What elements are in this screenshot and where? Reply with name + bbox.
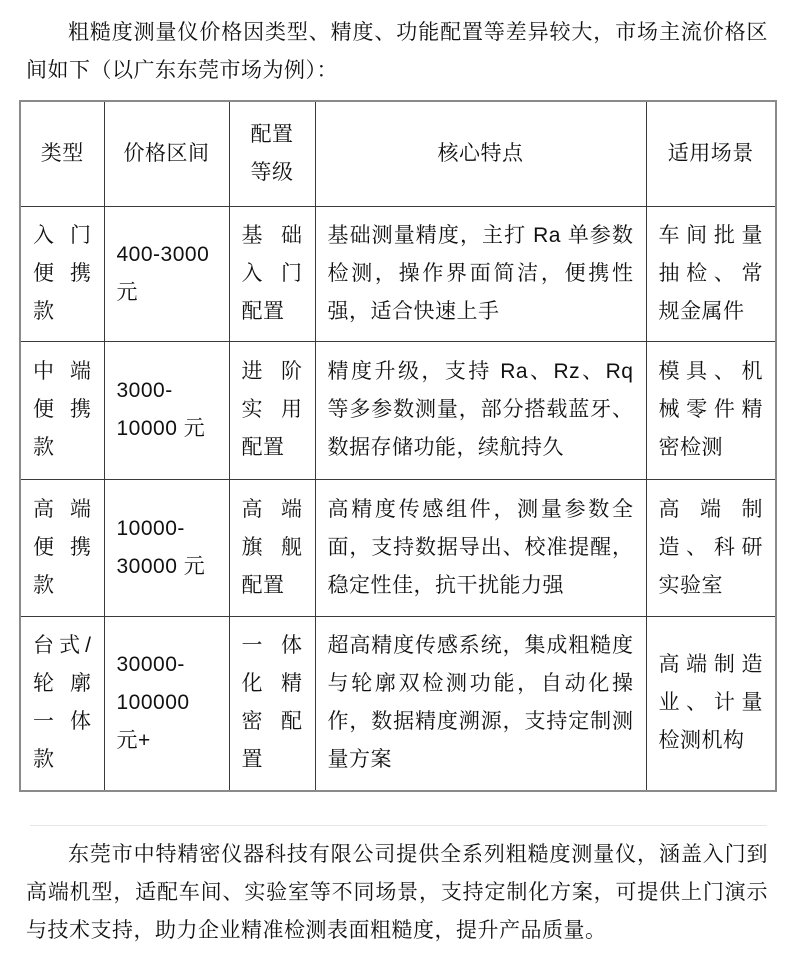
header-price-range: 价格区间	[104, 101, 229, 206]
cell-core-features: 高精度传感组件，测量参数全面，支持数据导出、校准提醒，稳定性佳，抗干扰能力强	[315, 479, 646, 616]
table-row	[20, 616, 776, 791]
table-row	[20, 341, 776, 479]
cell-core-features: 基础测量精度，主打 Ra 单参数检测，操作界面简洁，便携性强，适合快速上手	[315, 206, 646, 341]
table-row	[20, 479, 776, 616]
table-row	[20, 206, 776, 341]
cell-price-range: 10000-30000 元	[104, 479, 229, 616]
cell-config-level: 进阶实用配置	[229, 341, 315, 479]
cell-type: 入门便携款	[20, 206, 104, 341]
cell-core-features: 超高精度传感系统，集成粗糙度与轮廓双检测功能，自动化操作，数据精度溯源，支持定制测量方案	[315, 616, 646, 791]
header-type: 类型	[20, 101, 104, 206]
cell-config-level: 高端旗舰配置	[229, 479, 315, 616]
cell-scenarios: 高端制造业、计量检测机构	[646, 616, 776, 791]
cell-price-range: 30000-100000 元+	[104, 616, 229, 791]
section-divider	[30, 825, 767, 826]
header-config-level: 配置等级	[229, 101, 315, 206]
cell-config-level: 基础入门配置	[229, 206, 315, 341]
header-scenarios: 适用场景	[646, 101, 776, 206]
cell-price-range: 400-3000 元	[104, 206, 229, 341]
intro-paragraph: 粗糙度测量仪价格因类型、精度、功能配置等差异较大，市场主流价格区间如下（以广东东莞市场为例）：	[26, 21, 768, 82]
cell-scenarios: 车间批量抽检、常规金属件	[646, 206, 776, 341]
cell-price-range: 3000-10000 元	[104, 341, 229, 479]
cell-scenarios: 模具、机械零件精密检测	[646, 341, 776, 479]
header-core-features: 核心特点	[315, 101, 646, 206]
cell-core-features: 精度升级，支持 Ra、Rz、Rq 等多参数测量，部分搭载蓝牙、数据存储功能，续航持久	[315, 341, 646, 479]
document-page	[0, 14, 791, 950]
table-header-row	[20, 101, 776, 206]
cell-type: 中端便携款	[20, 341, 104, 479]
cell-type: 台式/轮廓一体款	[20, 616, 104, 791]
cell-type: 高端便携款	[20, 479, 104, 616]
cell-config-level: 一体化精密配置	[229, 616, 315, 791]
cell-scenarios: 高端制造、科研实验室	[646, 479, 776, 616]
footer-paragraph: 东莞市中特精密仪器科技有限公司提供全系列粗糙度测量仪，涵盖入门到高端机型，适配车间、实验室等不同场景，支持定制化方案，可提供上门演示与技术支持，助力企业精准检测表面粗糙度，提升产品质量。	[26, 843, 768, 942]
price-table	[19, 100, 777, 792]
